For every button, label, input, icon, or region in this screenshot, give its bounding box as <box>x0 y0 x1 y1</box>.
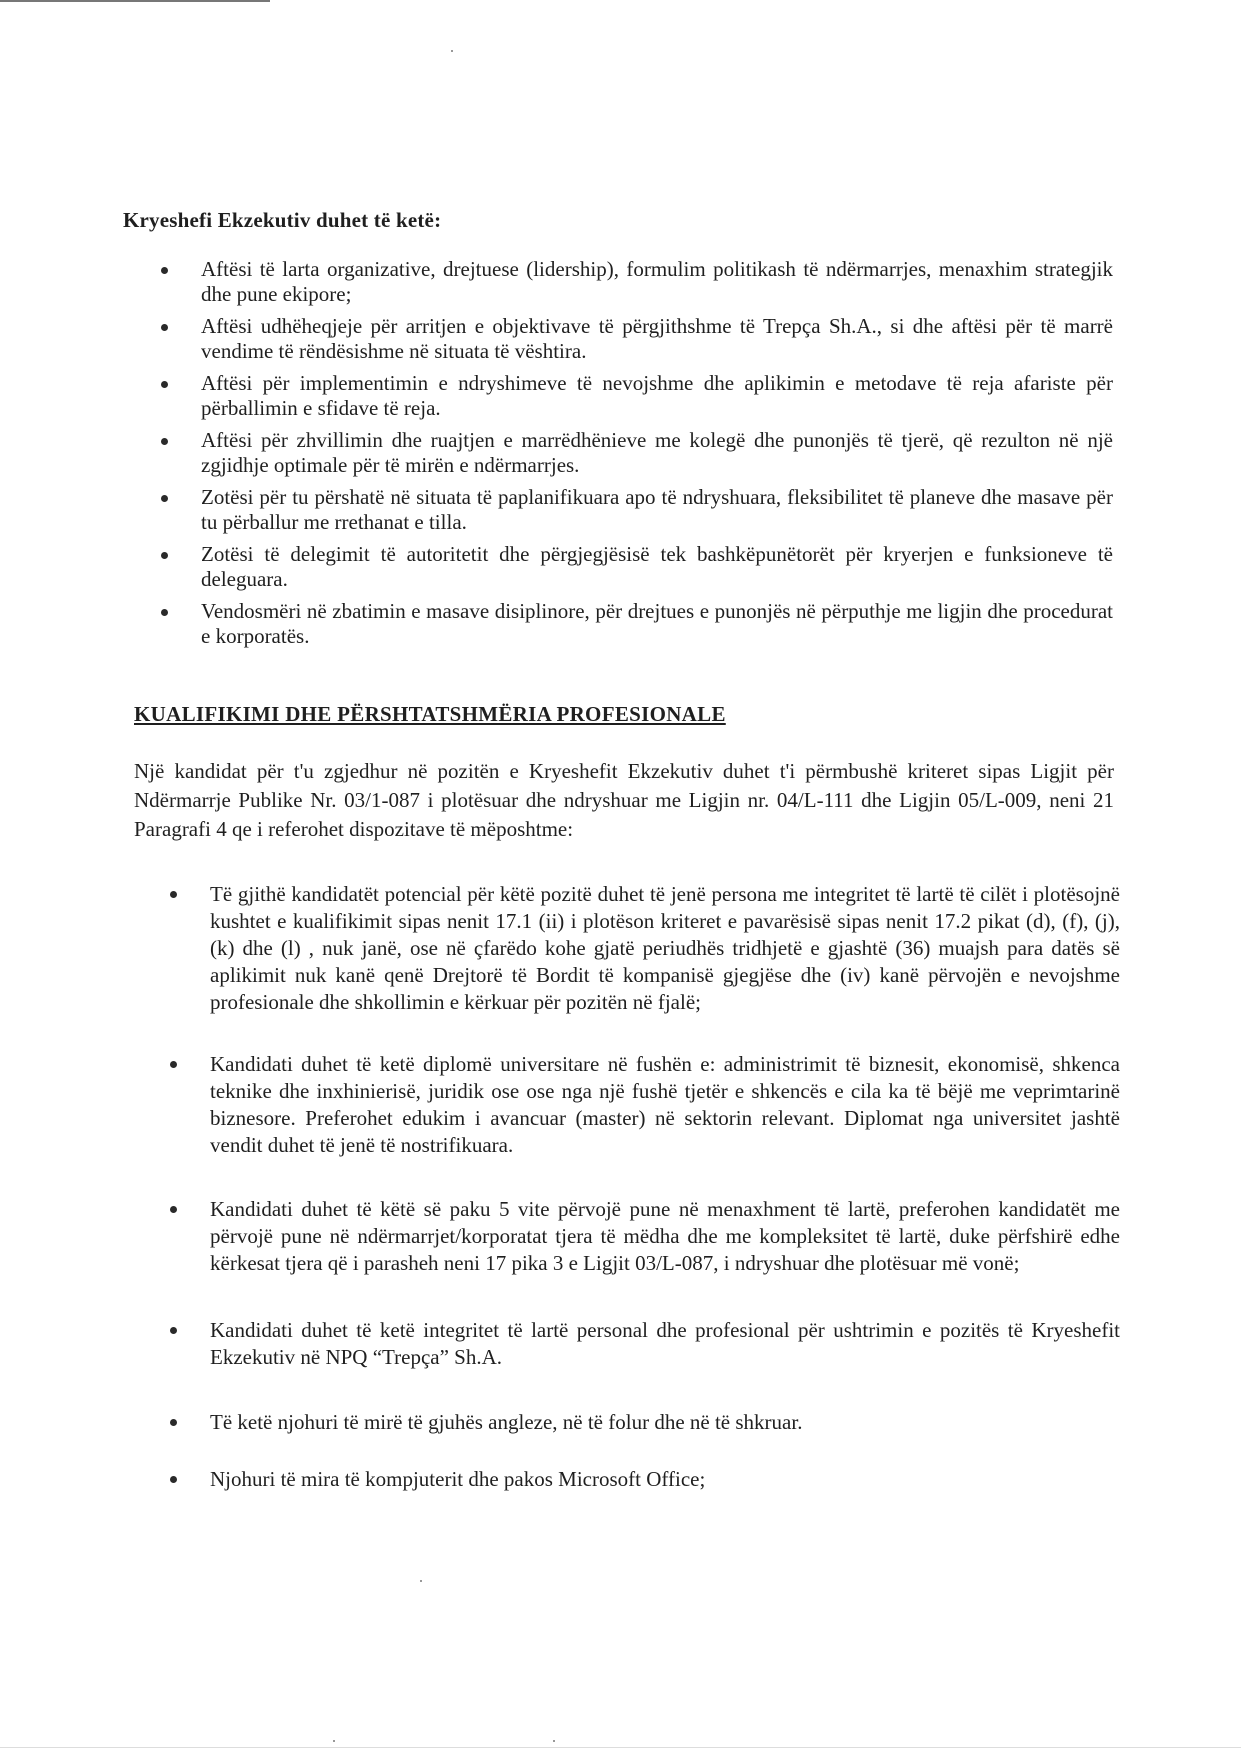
list-item-text: Kandidati duhet të ketë integritet të lartë personal dhe profesional për ushtrimin e pozitës të Kryeshefit Ekzekutiv në NPQ “Trepça” Sh.A. <box>210 1318 1120 1369</box>
list-item-text: Aftësi të larta organizative, drejtuese (lidership), formulim politikash të ndërmarrjes, menaxhim strategjik dhe pune ekipore; <box>201 257 1113 306</box>
criteria-list <box>210 881 1120 1493</box>
list-item-text: Vendosmëri në zbatimin e masave disiplinore, për drejtues e punonjës në përputhje me ligjin dhe procedurat e korporatës. <box>201 599 1113 648</box>
list-item <box>201 371 1113 421</box>
list-item <box>201 257 1113 307</box>
scan-edge-line <box>0 0 270 2</box>
bullet-icon <box>170 891 177 898</box>
list-item-text: Aftësi udhëheqjeje për arritjen e objektivave të përgjithshme të Trepça Sh.A., si dhe aftësi për të marrë vendime të rëndësishme në situata të vështira. <box>201 314 1113 363</box>
list-item-text: Zotësi për tu përshatë në situata të paplanifikuara apo të ndryshuara, fleksibilitet të planeve dhe masave për tu përballur me rrethanat e tilla. <box>201 485 1113 534</box>
list-item <box>201 599 1113 649</box>
bullet-icon <box>170 1206 177 1213</box>
list-item-text: Kandidati duhet të këtë së paku 5 vite përvojë pune në menaxhment të lartë, preferohen kandidatët me përvojë pune në ndërmarrjet/korporatat tjera të mëdha dhe me kompleksitet të lartë, duke përfshirë edhe kërkesat tjera që i parasheh neni 17 pika 3 e Ligjit 03/L-087, i ndryshuar dhe plotësuar më vonë; <box>210 1197 1120 1275</box>
section-heading: Kryeshefi Ekzekutiv duhet të ketë: <box>123 208 442 232</box>
bullet-icon <box>170 1061 177 1068</box>
speck <box>333 1740 335 1742</box>
scan-edge-line-bottom <box>0 1747 1241 1748</box>
intro-paragraph: Një kandidat për t'u zgjedhur në pozitën e Kryeshefit Ekzekutiv duhet t'i përmbushë kriteret sipas Ligjit për Ndërmarrje Publike Nr. 03/1-087 i plotësuar dhe ndryshuar me Ligjin nr. 04/L-111 dhe Ligjin 05/L-009, neni 21 Paragrafi 4 qe i referohet dispozitave të mëposhtme: <box>134 759 1114 841</box>
qualities-list <box>201 257 1113 656</box>
list-item-text: Të ketë njohuri të mirë të gjuhës angleze, në të folur dhe në të shkruar. <box>210 1410 803 1434</box>
list-item-text: Zotësi të delegimit të autoritetit dhe përgjegjësisë tek bashkëpunëtorët për kryerjen e funksioneve të deleguara. <box>201 542 1113 591</box>
speck <box>451 50 453 52</box>
list-item-text: Aftësi për implementimin e ndryshimeve të nevojshme dhe aplikimin e metodave të reja afariste për përballimin e sfidave të reja. <box>201 371 1113 420</box>
bullet-icon <box>161 381 168 388</box>
speck <box>420 1580 422 1582</box>
list-item <box>201 485 1113 535</box>
list-item <box>201 428 1113 478</box>
list-item-text: Të gjithë kandidatët potencial për këtë pozitë duhet të jenë persona me integritet të lartë të cilët i plotësojnë kushtet e kualifikimit sipas nenit 17.1 (ii) i plotëson kriteret e pavarësisë sipas nenit 17.2 pikat (d), (f), (j), (k) dhe (l) , nuk janë, ose në çfarëdo kohe gjatë periudhës tridhjetë e gjashtë (36) muajsh para datës së aplikimit nuk kanë qenë Drejtorë të Bordit të kompanisë gjegjëse dhe (iv) kanë përvojën e nevojshme profesionale dhe shkollimin e kërkuar për pozitën në fjalë; <box>210 882 1120 1014</box>
bullet-icon <box>170 1476 177 1483</box>
list-item <box>201 542 1113 592</box>
bullet-icon <box>161 609 168 616</box>
list-item <box>210 1051 1120 1159</box>
bullet-icon <box>170 1419 177 1426</box>
bullet-icon <box>161 552 168 559</box>
list-item <box>201 314 1113 364</box>
bullet-icon <box>161 438 168 445</box>
speck <box>553 1740 555 1742</box>
bullet-icon <box>161 324 168 331</box>
list-item <box>210 1409 1120 1436</box>
list-item <box>210 1466 1120 1493</box>
bullet-icon <box>170 1327 177 1334</box>
list-item <box>210 1317 1120 1371</box>
list-item-text: Aftësi për zhvillimin dhe ruajtjen e marrëdhënieve me kolegë dhe punonjës të tjerë, që rezulton në një zgjidhje optimale për të mirën e ndërmarrjes. <box>201 428 1113 477</box>
list-item-text: Kandidati duhet të ketë diplomë universitare në fushën e: administrimit të biznesit, ekonomisë, shkenca teknike dhe inxhinierisë, juridik ose ose nga një fushë tjetër e shkencës e cila ka të bëjë me veprimtarinë biznesore. Preferohet edukim i avancuar (master) në sektorin relevant. Diplomat nga universitet jashtë vendit duhet të jenë të nostrifikuara. <box>210 1052 1120 1157</box>
list-item <box>210 881 1120 1016</box>
bullet-icon <box>161 495 168 502</box>
section-heading-qualification: KUALIFIKIMI DHE PËRSHTATSHMËRIA PROFESIONALE <box>134 702 726 726</box>
list-item <box>210 1196 1120 1277</box>
list-item-text: Njohuri të mira të kompjuterit dhe pakos Microsoft Office; <box>210 1467 706 1491</box>
bullet-icon <box>161 267 168 274</box>
